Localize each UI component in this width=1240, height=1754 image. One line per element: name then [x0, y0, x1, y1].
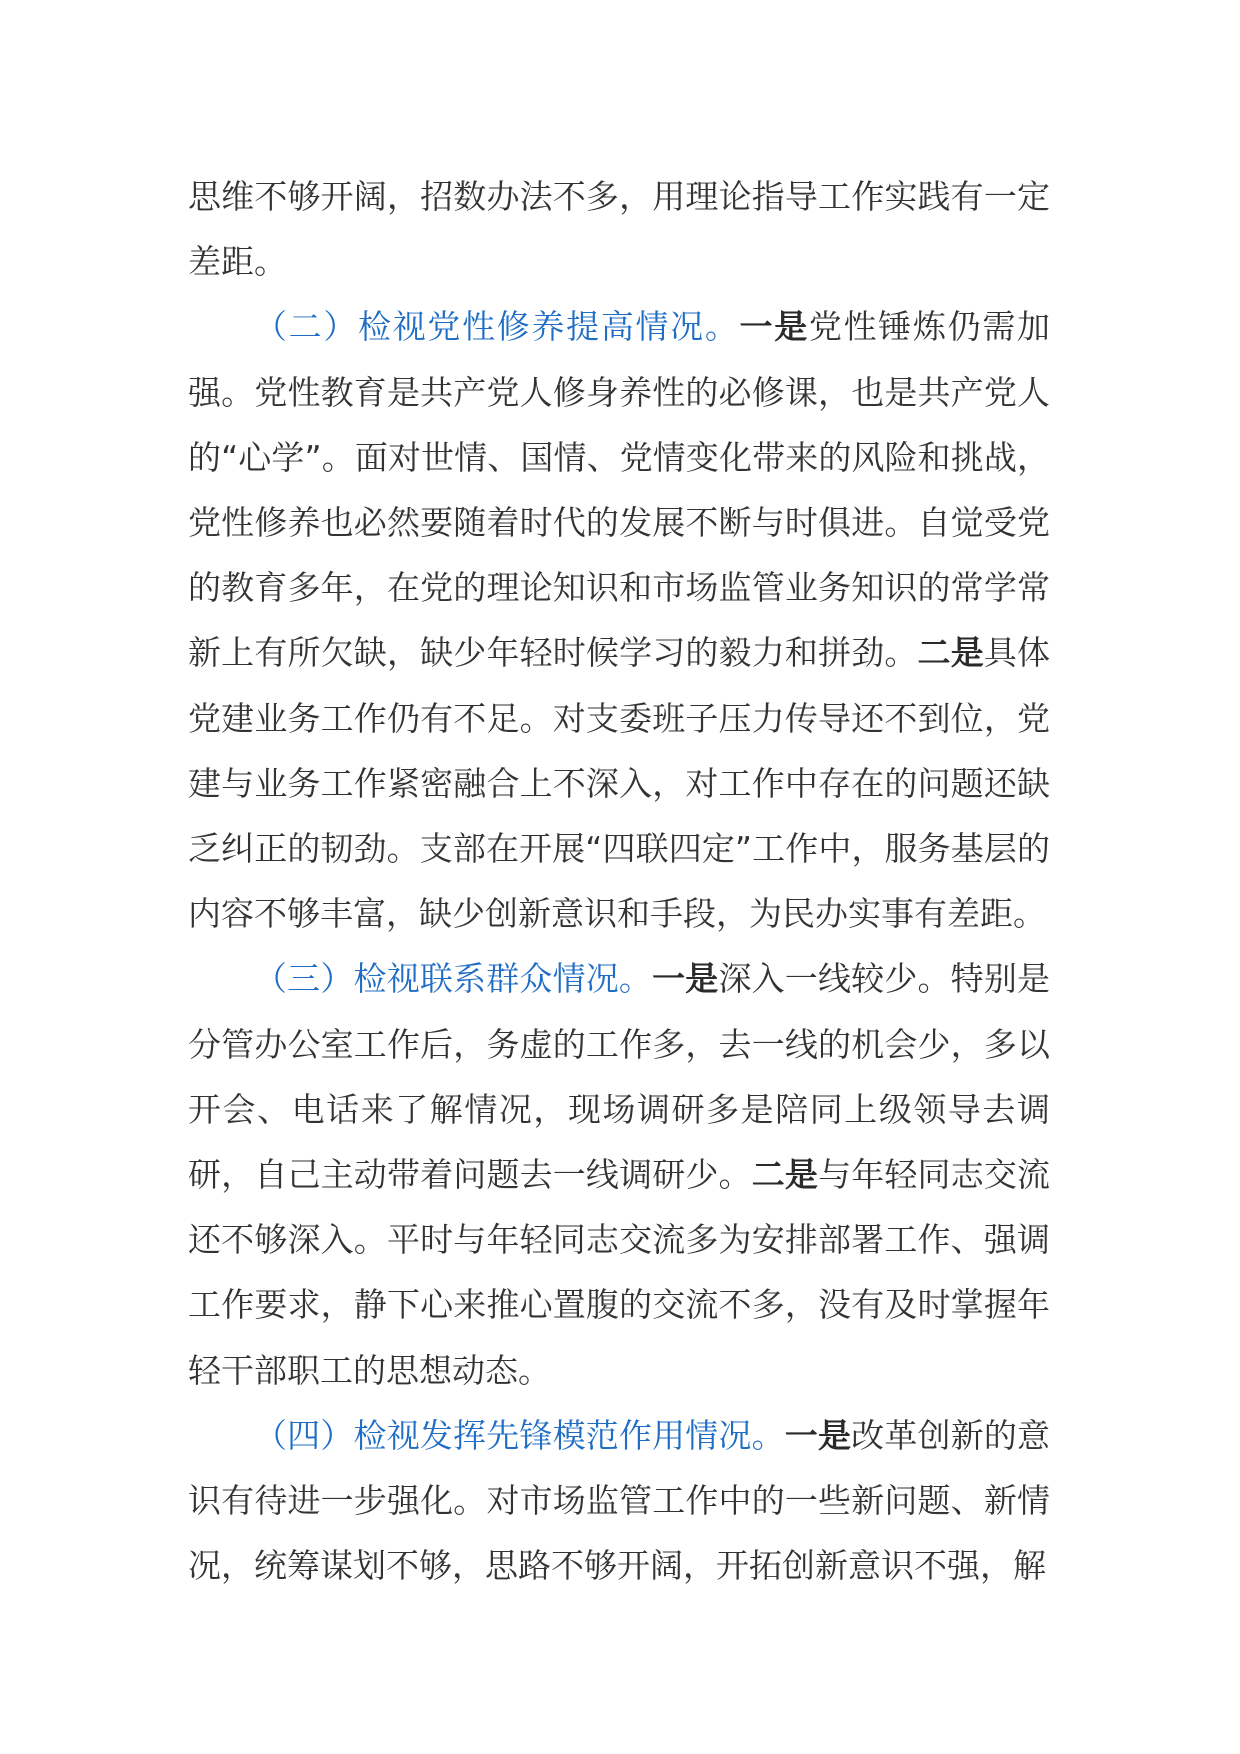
body-text: 与年轻同志交流还不够深入。平时与年轻同志交流多为安排部署工作、强调工作要求，静下心来推心置腹的交流不多，没有及时掌握年轻干部职工的思想动态。 [188, 1155, 1051, 1390]
paragraph-vanguard [188, 1403, 1050, 1599]
section-heading-4: （四）检视发挥先锋模范作用情况。 [254, 1415, 785, 1455]
body-text: 思维不够开阔，招数办法不多，用理论指导工作实践有一定差距。 [188, 177, 1050, 282]
paragraph-continuation [188, 164, 1050, 294]
section-heading-2: （二）检视党性修养提高情况。 [254, 307, 740, 347]
paragraph-masses [188, 946, 1050, 1402]
emphasis-first: 一是 [784, 1415, 852, 1455]
section-heading-3: （三）检视联系群众情况。 [254, 959, 653, 999]
body-text: 具体党建业务工作仍有不足。对支委班子压力传导还不到位，党建与业务工作紧密融合上不深入，对工作中存在的问题还缺乏纠正的韧劲。支部在开展“四联四定”工作中，服务基层的内容不够丰富，缺少创新意识和手段，为民办实事有差距。 [188, 633, 1051, 934]
paragraph-party-spirit [188, 294, 1050, 946]
body-text: 改革创新的意识有待进一步强化。对市场监管工作中的一些新问题、新情况，统筹谋划不够，思路不够开阔，开拓创新意识不强，解 [188, 1415, 1051, 1586]
emphasis-second: 二是 [751, 1155, 819, 1195]
emphasis-first: 一是 [739, 307, 809, 347]
body-text: 党性锤炼仍需加强。党性教育是共产党人修身养性的必修课，也是共产党人的“心学”。面对世情、国情、党情变化带来的风险和挑战，党性修养也必然要随着时代的发展不断与时俱进。自觉受党的教育多年，在党的理论知识和市场监管业务知识的常学常新上有所欠缺，缺少年轻时候学习的毅力和拼劲。 [188, 307, 1051, 673]
body-text: 深入一线较少。特别是分管办公室工作后，务虚的工作多，去一线的机会少，多以开会、电话来了解情况，现场调研多是陪同上级领导去调研，自己主动带着问题去一线调研少。 [188, 959, 1051, 1195]
emphasis-first: 一是 [652, 959, 719, 999]
emphasis-second: 二是 [917, 633, 984, 673]
